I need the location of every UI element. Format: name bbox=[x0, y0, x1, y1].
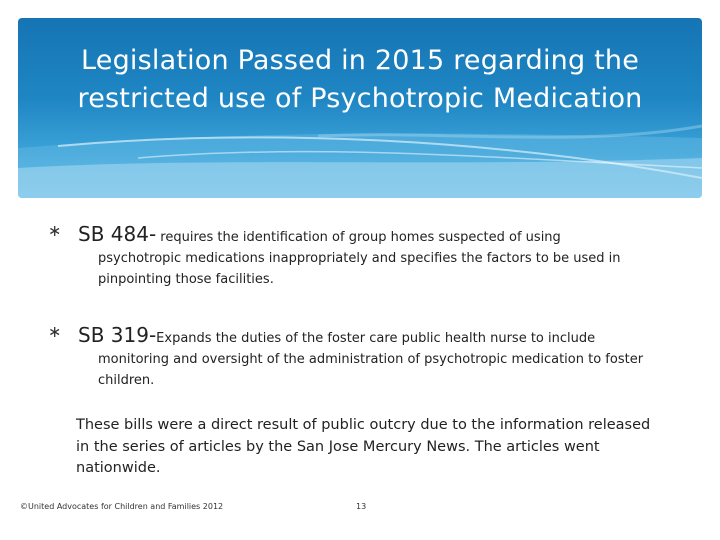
bullet-continuation: psychotropic medications inappropriately and specifies the factors to be used in pinpointing those facilities. bbox=[98, 251, 621, 287]
bullet-marker-icon: ∗ bbox=[48, 322, 62, 341]
bullet-continuation: monitoring and oversight of the administration of psychotropic medication to foster children. bbox=[98, 352, 644, 388]
bullet-text: Expands the duties of the foster care public health nurse to include bbox=[156, 331, 596, 346]
bullet-text: requires the identification of group homes suspected of using bbox=[156, 230, 561, 245]
bullet-marker-icon: ∗ bbox=[48, 221, 62, 240]
bullet-lead: SB 484- bbox=[78, 222, 157, 246]
footer-copyright: ©United Advocates for Children and Families 2012 bbox=[20, 502, 224, 511]
summary-paragraph: These bills were a direct result of public outcry due to the information released in the series of articles by the San Jose Mercury News. The articles went nationwide. bbox=[76, 417, 651, 476]
bullet-sb484 bbox=[48, 221, 648, 290]
bullet-lead: SB 319- bbox=[78, 323, 157, 347]
footer-page-number: 13 bbox=[356, 502, 367, 511]
slide-title: Legislation Passed in 2015 regarding the restricted use of Psychotropic Medication bbox=[77, 45, 643, 114]
bullet-sb319 bbox=[48, 322, 648, 391]
